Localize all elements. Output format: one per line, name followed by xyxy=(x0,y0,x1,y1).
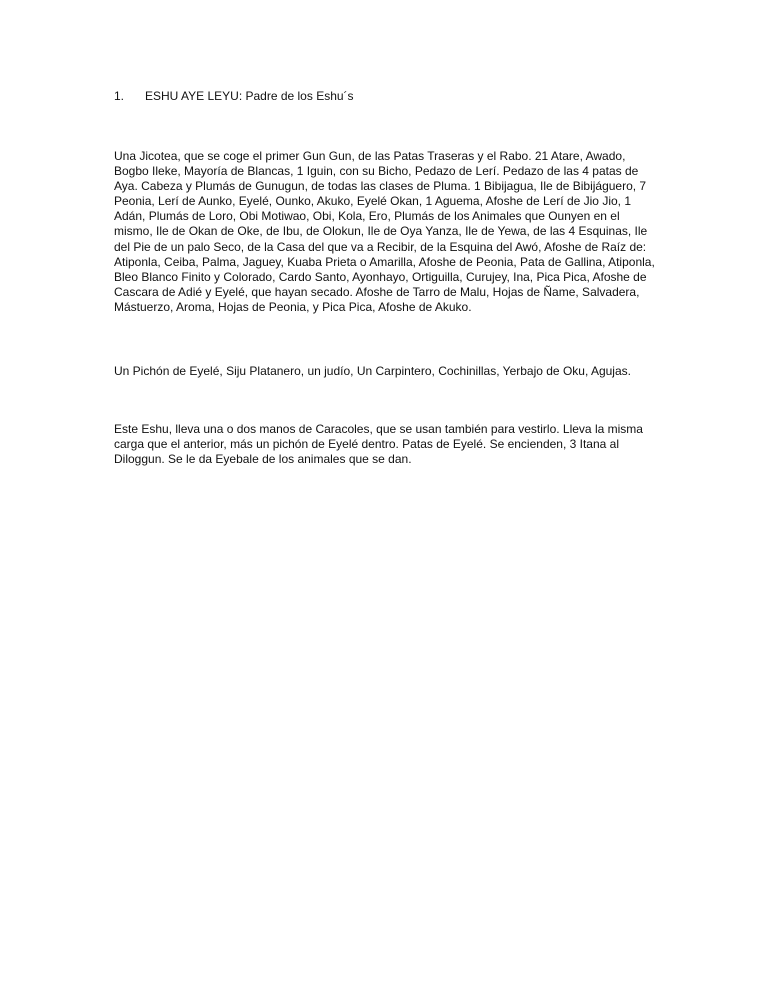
paragraph-description: Este Eshu, lleva una o dos manos de Caracoles, que se usan también para vestirlo. Lleva la misma carga que el anterior, más un pichón de Eyelé dentro. Patas de Eyelé. Se encienden, 3 Itana al Diloggun. Se le da Eyebale de los animales que se dan. xyxy=(114,422,643,467)
section-title: ESHU AYE LEYU: Padre de los Eshu´s xyxy=(145,89,354,103)
section-number: 1. xyxy=(114,89,125,103)
section-heading xyxy=(114,89,354,104)
paragraph-ingredients: Una Jicotea, que se coge el primer Gun Gun, de las Patas Traseras y el Rabo. 21 Atare, Awado, Bogbo Ileke, Mayoría de Blancas, 1 Iguin, con su Bicho, Pedazo de Lerí. Pedazo de las 4 patas de Aya. Cabeza y Plumás de Gunugun, de todas las clases de Pluma. 1 Bibijagua, Ile de Bibijáguero, 7 Peonia, Lerí de Aunko, Eyelé, Ounko, Akuko, Eyelé Okan, 1 Aguema, Afoshe de Lerí de Jio Jio, 1 Adán, Plumás de Loro, Obi Motiwao, Obi, Kola, Ero, Plumás de los Animales que Ounyen en el mismo, Ile de Okan de Oke, de Ibu, de Olokun, Ile de Oya Yanza, Ile de Yewa, de las 4 Esquinas, Ile del Pie de un palo Seco, de la Casa del que va a Recibir, de la Esquina del Awó, Afoshe de Raíz de: Atiponla, Ceiba, Palma, Jaguey, Kuaba Prieta o Amarilla, Afoshe de Peonia, Pata de Gallina, Atiponla, Bleo Blanco Finito y Colorado, Cardo Santo, Ayonhayo, Ortiguilla, Curujey, Ina, Pica Pica, Afoshe de Cascara de Adié y Eyelé, que hayan secado. Afoshe de Tarro de Malu, Hojas de Ñame, Salvadera, Mástuerzo, Aroma, Hojas de Peonia, y Pica Pica, Afoshe de Akuko. xyxy=(114,149,655,314)
paragraph-additions: Un Pichón de Eyelé, Siju Platanero, un judío, Un Carpintero, Cochinillas, Yerbajo de Oku, Agujas. xyxy=(114,364,631,378)
